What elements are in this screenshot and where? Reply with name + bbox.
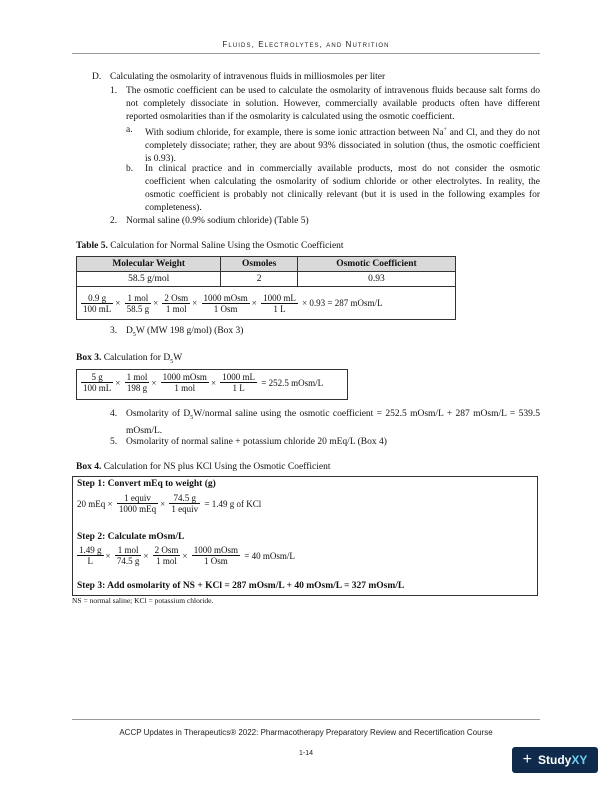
brand-main: Study xyxy=(537,753,572,767)
box-3-caption: Box 3. Calculation for $D_5W$ xyxy=(76,353,183,365)
running-header: Fluids, Electrolytes, and Nutrition xyxy=(222,40,390,49)
item-1b-text: In clinical practice and in commercially available products, most do not consider the osmotic coefficient when calculating the osmolarity of sodium chloride or other electrolytes. In reality, the osmotic coefficient is probably not clinically relevant (but it is used in the following examples for completeness). xyxy=(145,164,540,213)
plus-icon: + xyxy=(522,751,532,768)
item-5-number: 5. xyxy=(110,437,118,447)
box-4-caption: Box 4. Calculation for NS plus KCl Using the Osmotic Coefficient xyxy=(76,462,331,472)
brand-accent: XY xyxy=(571,753,588,767)
box-4-step-1: Step 1: Convert mEq to weight (g) xyxy=(77,479,216,489)
studyxy-logo[interactable] xyxy=(512,747,598,773)
table-5-caption: Table 5. Calculation for Normal Saline Using the Osmotic Coefficient xyxy=(76,241,344,251)
footer-divider xyxy=(72,719,540,720)
box-4-step-3: Step 3: Add osmolarity of NS + KCl = 287 mOsm/L + 40 mOsm/L = 327 mOsm/L xyxy=(77,581,405,591)
item-2-number: 2. xyxy=(110,216,118,226)
item-5-text: Osmolarity of normal saline + potassium chloride 20 mEq/L (Box 4) xyxy=(126,437,387,447)
table-5 xyxy=(76,256,456,320)
box-4-step-1-equation: 20 mEq × $\frac{\text{1 equiv}}{\text{1000 mEq}}$ × $\frac{74.5 g}{\text{1 equiv}}$ = 1.49 g of KCl xyxy=(77,493,262,515)
item-1b-label: b. xyxy=(126,164,134,174)
box-4 xyxy=(72,476,538,596)
item-2-text: Normal saline (0.9% sodium chloride) (Table 5) xyxy=(126,216,309,226)
item-1-number: 1. xyxy=(110,86,118,96)
table-header-cell: Osmotic Coefficient xyxy=(297,257,455,272)
table-header-cell: Molecular Weight xyxy=(77,257,221,272)
footer-text: ACCP Updates in Therapeutics® 2022: Pharmacotherapy Preparatory Review and Recertification Course xyxy=(119,728,493,737)
item-3-text: $D_5W$ (MW 198 g/mol) (Box 3) xyxy=(126,326,244,338)
box-4-footnote: NS = normal saline; KCl = potassium chloride. xyxy=(72,596,214,605)
box-4-step-2: Step 2: Calculate mOsm/L xyxy=(77,532,185,542)
table-cell: 0.93 xyxy=(297,272,455,287)
box-4-step-2-equation: $\frac{1.49 g}{L}$ × $\frac{\text{1 mol}}{74.5 g}$ × $\frac{\text{2 Osm}}{\text{1 mol}}$ × $\frac{\text{1000 mOsm}}{\text{1 Osm}}$ = 40 mOsm/L xyxy=(79,545,295,567)
section-d-title: Calculating the osmolarity of intravenous fluids in milliosmoles per liter xyxy=(110,72,386,82)
item-1a-label: a. xyxy=(126,125,133,135)
section-d-label: D. xyxy=(92,72,102,82)
table-cell: 58.5 g/mol xyxy=(77,272,221,287)
page-number: 1-14 xyxy=(298,750,313,757)
table-5-equation: $\frac{0.9 g}{100 mL}$ × $\frac{\text{1 mol}}{58.5 g}$ × $\frac{\text{2 Osm}}{\text{1 mol}}$ × $\frac{\text{1000 mOsm}}{\text{1 Osm}}$ × $\frac{1000 mL}{1 L}$ × 0.93 = 287 mOsm/L xyxy=(77,287,456,320)
header-divider xyxy=(72,53,540,54)
table-header-cell: Osmoles xyxy=(221,257,298,272)
item-4-number: 4. xyxy=(110,409,118,419)
item-3-number: 3. xyxy=(110,326,118,336)
box-3-equation: $\frac{5 g}{100 mL}$ × $\frac{\text{1 mol}}{198 g}$ × $\frac{\text{1000 mOsm}}{\text{1 mol}}$ × $\frac{1000 mL}{1 L}$ = 252.5 mOsm/L xyxy=(76,369,348,400)
item-4-text: Osmolarity of $D_5W$/normal saline using the osmotic coefficient = 252.5 mOsm/L + 287 mOsm/L = 539.5 mOsm/L. xyxy=(126,409,540,436)
item-1a-text: With sodium chloride, for example, there is some ionic attraction between Na+ and Cl, and they do not completely dissociate; rather, they are about 93% dissociated in solution (thus, the osmotic coefficient is 0.93). xyxy=(145,127,540,165)
item-1-text: The osmotic coefficient can be used to calculate the osmolarity of intravenous fluids because salt forms do not completely dissociate in solution. However, commercially available products often have different reported osmolarities than if the osmolarity is calculated using the osmotic coefficient. xyxy=(126,86,540,122)
table-cell: 2 xyxy=(221,272,298,287)
